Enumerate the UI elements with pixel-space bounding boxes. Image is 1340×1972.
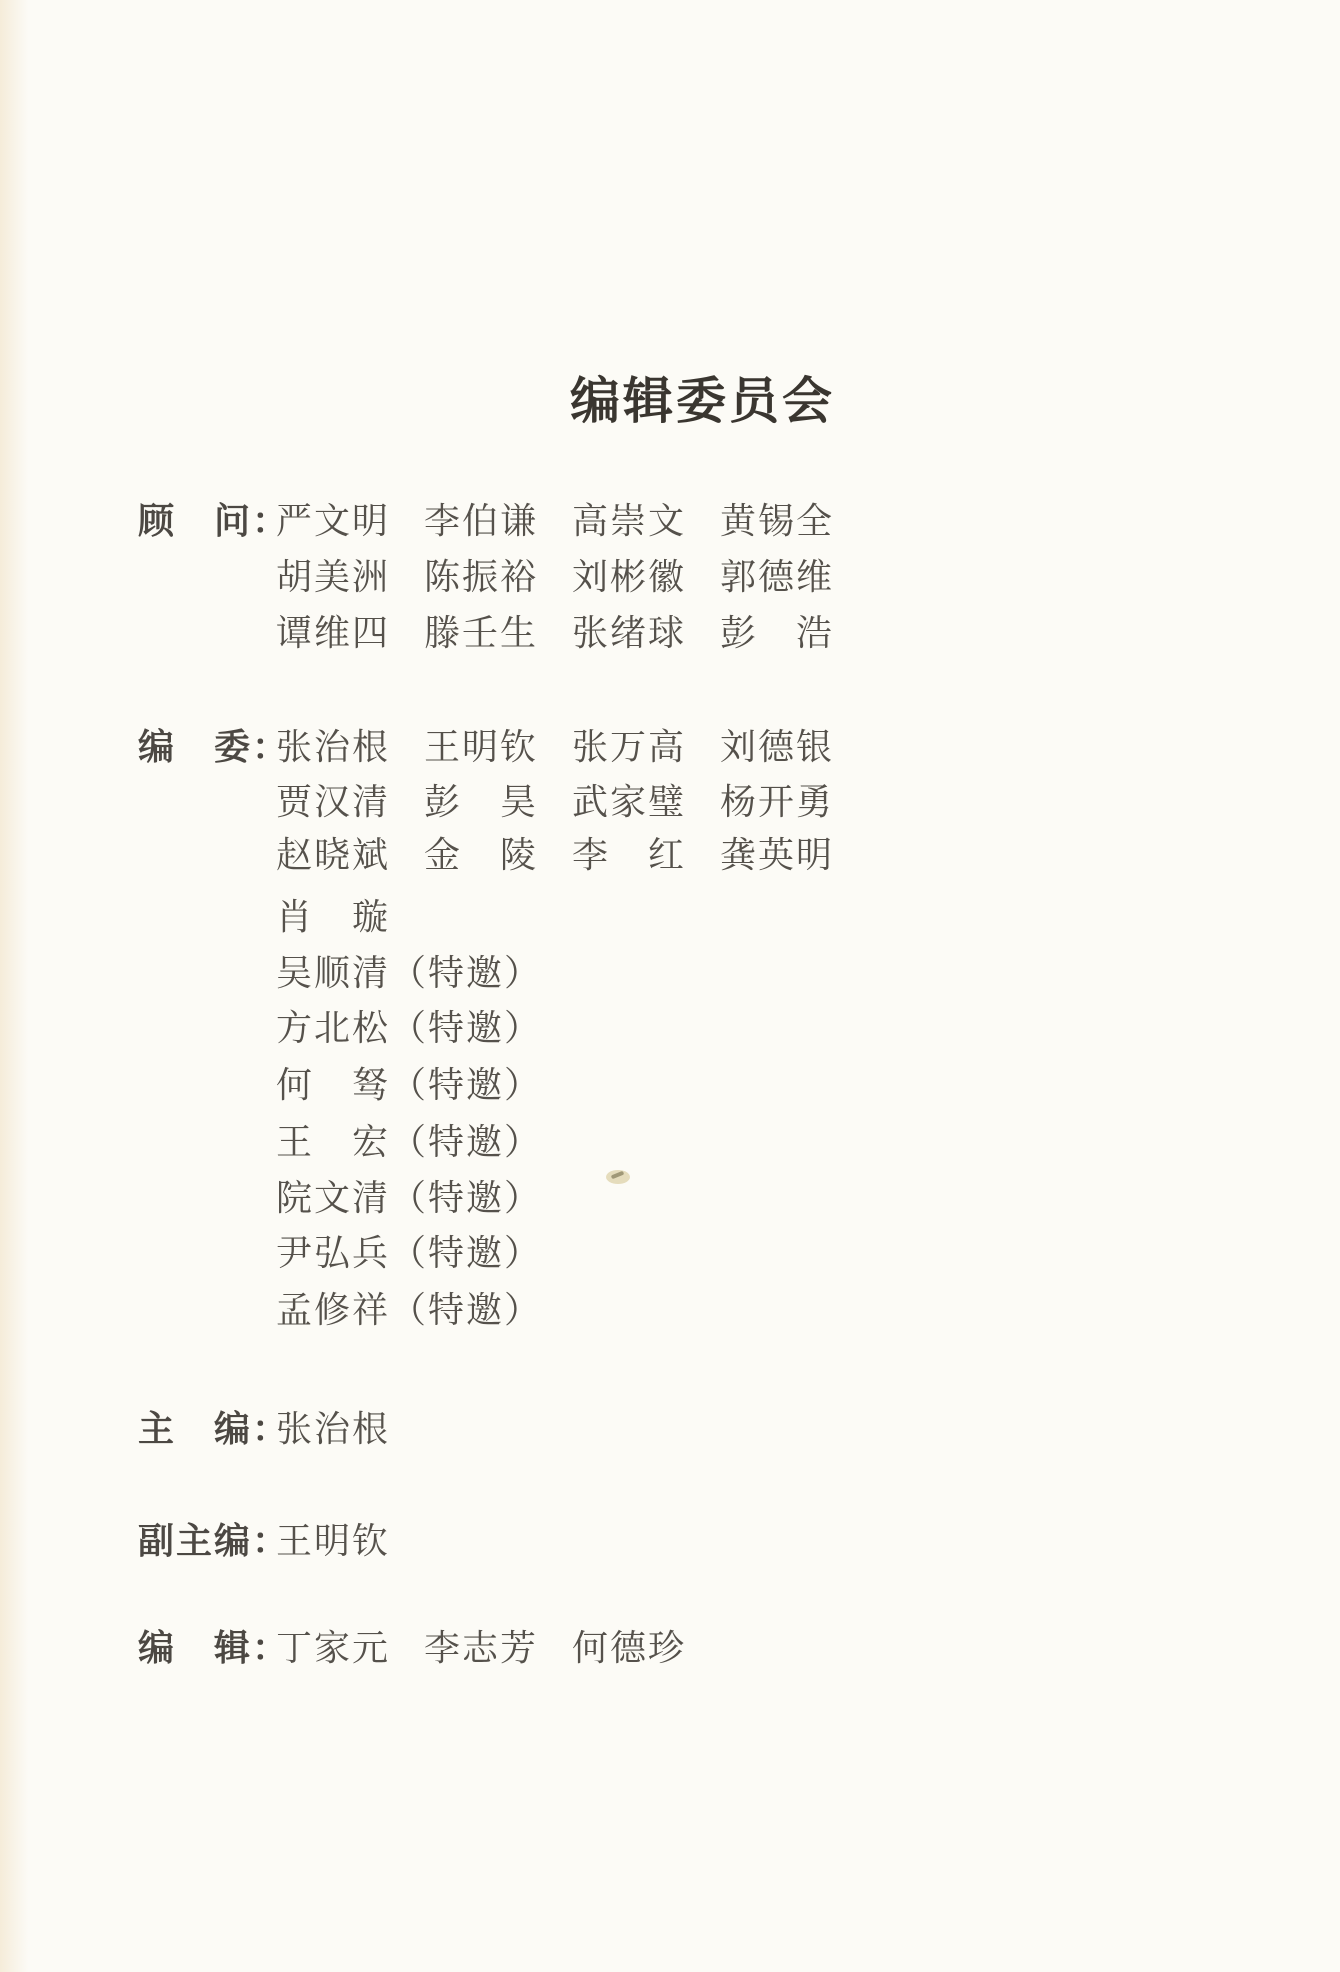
name-item: 黄锡全 [720,501,835,541]
name-item: 贾汉清 [276,782,391,822]
name-item: 刘彬徽 [572,557,687,597]
name-row [276,1179,542,1217]
page-title: 编辑委员会 [570,373,835,429]
section-label: 顾 问： [138,501,291,541]
name-row [276,783,834,821]
name-row [276,558,834,596]
name-item: 李志芳 [424,1628,539,1668]
section-label: 主 编： [138,1409,291,1449]
name-row [276,836,834,874]
name-item: 刘德银 [720,727,835,767]
name-item: 王明钦 [276,1521,391,1561]
name-item: 张治根 [276,1409,391,1449]
name-item: 谭维四 [276,613,391,653]
name-row [276,1123,542,1161]
name-item: 滕壬生 [424,613,539,653]
name-item: 方北松（特邀） [276,1008,543,1048]
name-item: 郭德维 [720,557,835,597]
name-row [276,1234,542,1272]
name-item: 李 红 [572,835,687,875]
name-item: 孟修祥（特邀） [276,1290,543,1330]
name-row [276,898,390,936]
name-item: 彭 昊 [424,782,539,822]
name-item: 肖 璇 [276,897,391,937]
name-item: 武家璧 [572,782,687,822]
section-label: 编 委： [138,727,291,767]
name-row [276,728,834,766]
name-item: 高崇文 [572,501,687,541]
name-item: 张治根 [276,727,391,767]
name-row [276,1522,390,1560]
name-row [276,1009,542,1047]
name-item: 彭 浩 [720,613,835,653]
name-row [276,1410,390,1448]
name-row [276,1629,686,1667]
name-row [276,1066,542,1104]
name-item: 丁家元 [276,1628,391,1668]
section-label: 编 辑： [138,1628,291,1668]
name-row [276,1291,542,1329]
name-item: 陈振裕 [424,557,539,597]
name-item: 龚英明 [720,835,835,875]
name-item: 王 宏（特邀） [276,1122,543,1162]
name-item: 严文明 [276,501,391,541]
name-item: 何 驽（特邀） [276,1065,543,1105]
name-item: 吴顺清（特邀） [276,953,543,993]
name-item: 胡美洲 [276,557,391,597]
name-item: 张绪球 [572,613,687,653]
name-item: 赵晓斌 [276,835,391,875]
name-item: 李伯谦 [424,501,539,541]
name-item: 何德珍 [572,1628,687,1668]
name-item: 尹弘兵（特邀） [276,1233,543,1273]
name-row [276,614,834,652]
name-item: 张万高 [572,727,687,767]
name-row [276,954,542,992]
name-item: 院文清（特邀） [276,1178,543,1218]
page-edge-tint [0,0,30,1972]
name-item: 杨开勇 [720,782,835,822]
name-row [276,502,834,540]
section-label: 副主编： [138,1521,291,1561]
name-item: 金 陵 [424,835,539,875]
name-item: 王明钦 [424,727,539,767]
